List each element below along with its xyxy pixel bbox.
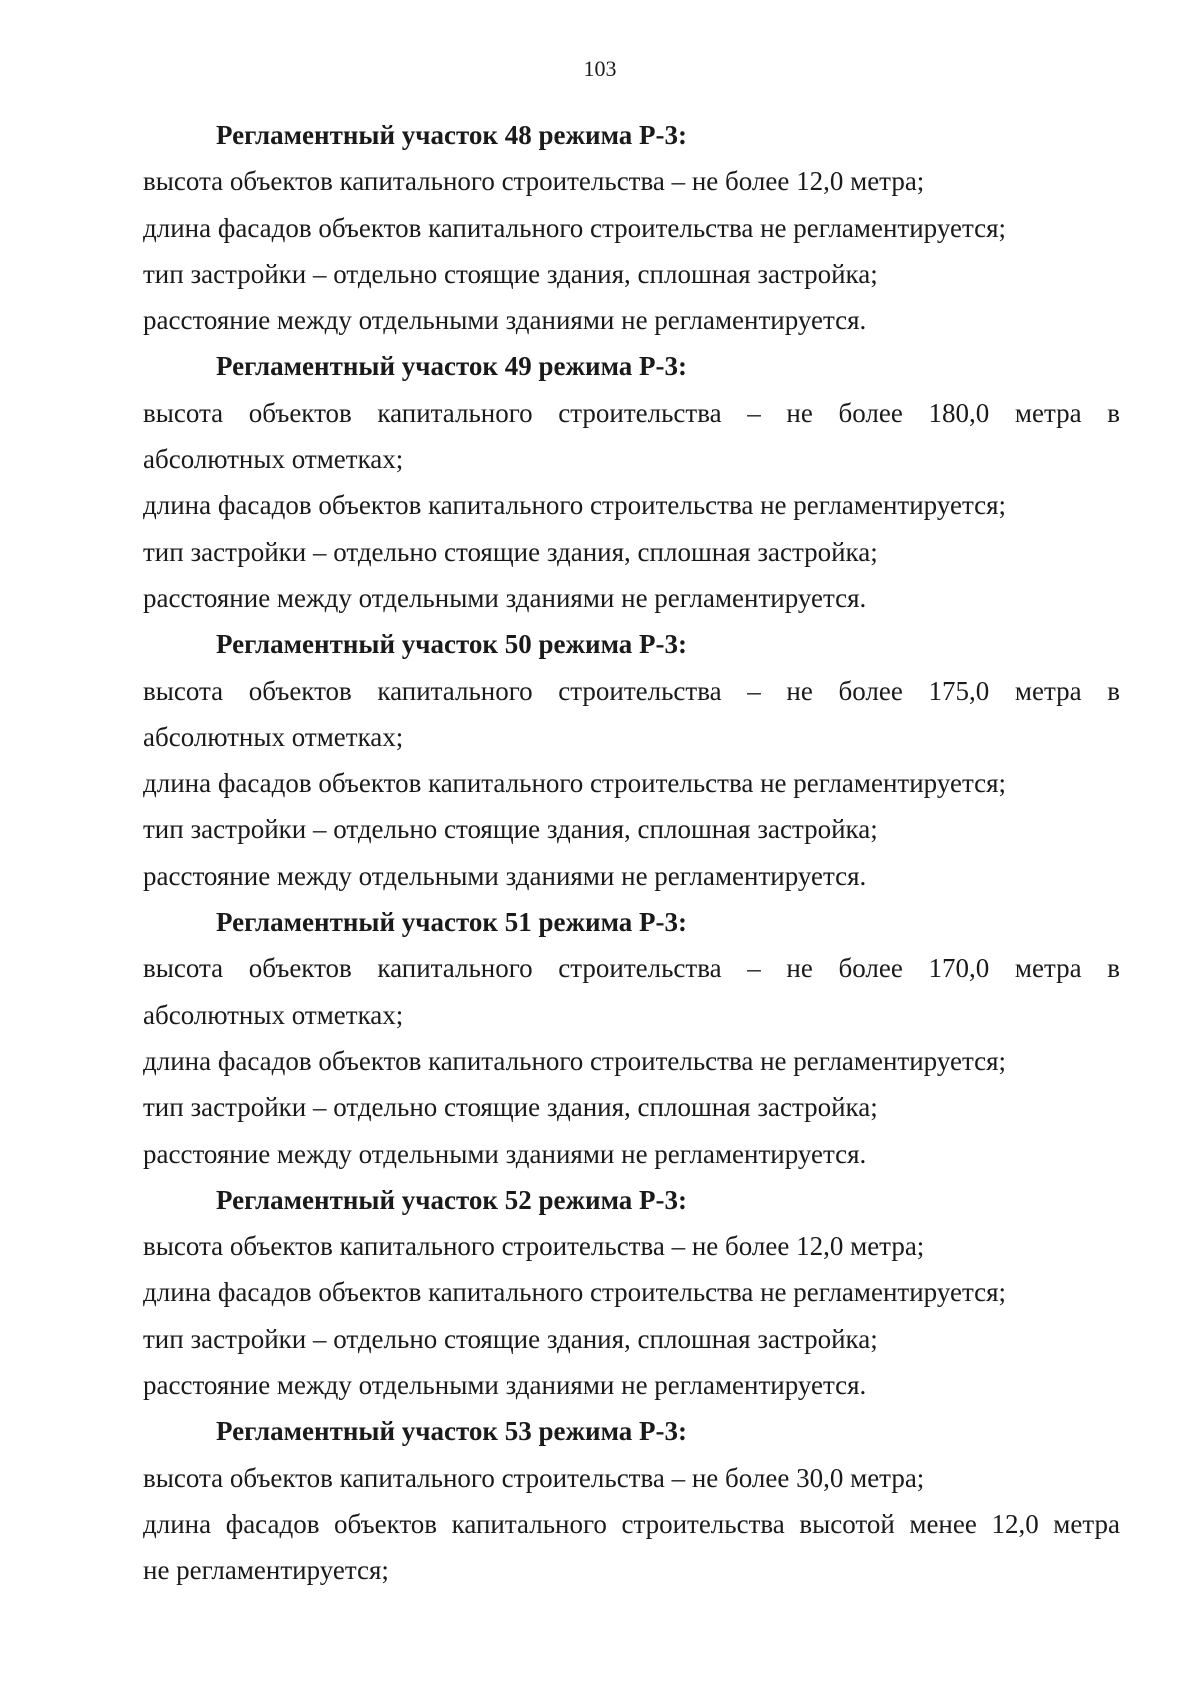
height-line-continuation: абсолютных отметках;	[143, 721, 404, 752]
facade-line: длина фасадов объектов капитального строительства не регламентируется;	[143, 1045, 1006, 1076]
height-line: высота объектов капитального строительства – не более 12,0 метра;	[143, 1231, 925, 1262]
section-49	[143, 343, 1120, 621]
distance-line: расстояние между отдельными зданиями не регламентируется.	[143, 1138, 867, 1169]
section-heading: Регламентный участок 51 режима Р-3:	[216, 907, 688, 938]
facade-line: длина фасадов объектов капитального строительства не регламентируется;	[143, 1277, 1006, 1308]
distance-line: расстояние между отдельными зданиями не регламентируется.	[143, 860, 867, 891]
height-line: высота объектов капитального строительства – не более 180,0 метра в	[143, 397, 1120, 428]
height-line: высота объектов капитального строительства – не более 30,0 метра;	[143, 1462, 925, 1493]
section-53	[143, 1408, 1120, 1593]
type-line: тип застройки – отдельно стоящие здания, сплошная застройка;	[143, 258, 878, 289]
section-48	[143, 112, 1120, 343]
section-heading: Регламентный участок 48 режима Р-3:	[216, 120, 688, 150]
distance-line: расстояние между отдельными зданиями не регламентируется.	[143, 305, 867, 336]
section-heading: Регламентный участок 50 режима Р-3:	[216, 629, 688, 660]
facade-line-continuation: не регламентируется;	[143, 1555, 389, 1586]
section-52	[143, 1177, 1120, 1408]
section-50	[143, 621, 1120, 899]
facade-line: длина фасадов объектов капитального строительства высотой менее 12,0 метра	[143, 1508, 1120, 1539]
type-line: тип застройки – отдельно стоящие здания, сплошная застройка;	[143, 1323, 878, 1354]
height-line: высота объектов капитального строительства – не более 170,0 метра в	[143, 953, 1120, 984]
height-line-continuation: абсолютных отметках;	[143, 444, 404, 475]
document-body	[143, 112, 1120, 1594]
height-line: высота объектов капитального строительства – не более 12,0 метра;	[143, 166, 925, 197]
distance-line: расстояние между отдельными зданиями не регламентируется.	[143, 1370, 867, 1401]
section-51	[143, 899, 1120, 1177]
page-number: 103	[583, 56, 617, 81]
section-heading: Регламентный участок 52 режима Р-3:	[216, 1184, 688, 1215]
facade-line: длина фасадов объектов капитального строительства не регламентируется;	[143, 490, 1006, 521]
type-line: тип застройки – отдельно стоящие здания, сплошная застройка;	[143, 1092, 878, 1123]
type-line: тип застройки – отдельно стоящие здания, сплошная застройка;	[143, 536, 878, 567]
height-line-continuation: абсолютных отметках;	[143, 999, 404, 1030]
facade-line: длина фасадов объектов капитального строительства не регламентируется;	[143, 768, 1006, 799]
distance-line: расстояние между отдельными зданиями не регламентируется.	[143, 582, 867, 613]
facade-line: длина фасадов объектов капитального строительства не регламентируется;	[143, 212, 1006, 243]
section-heading: Регламентный участок 49 режима Р-3:	[216, 351, 688, 382]
height-line: высота объектов капитального строительства – не более 175,0 метра в	[143, 675, 1120, 706]
type-line: тип застройки – отдельно стоящие здания, сплошная застройка;	[143, 814, 878, 845]
section-heading: Регламентный участок 53 режима Р-3:	[216, 1416, 688, 1447]
